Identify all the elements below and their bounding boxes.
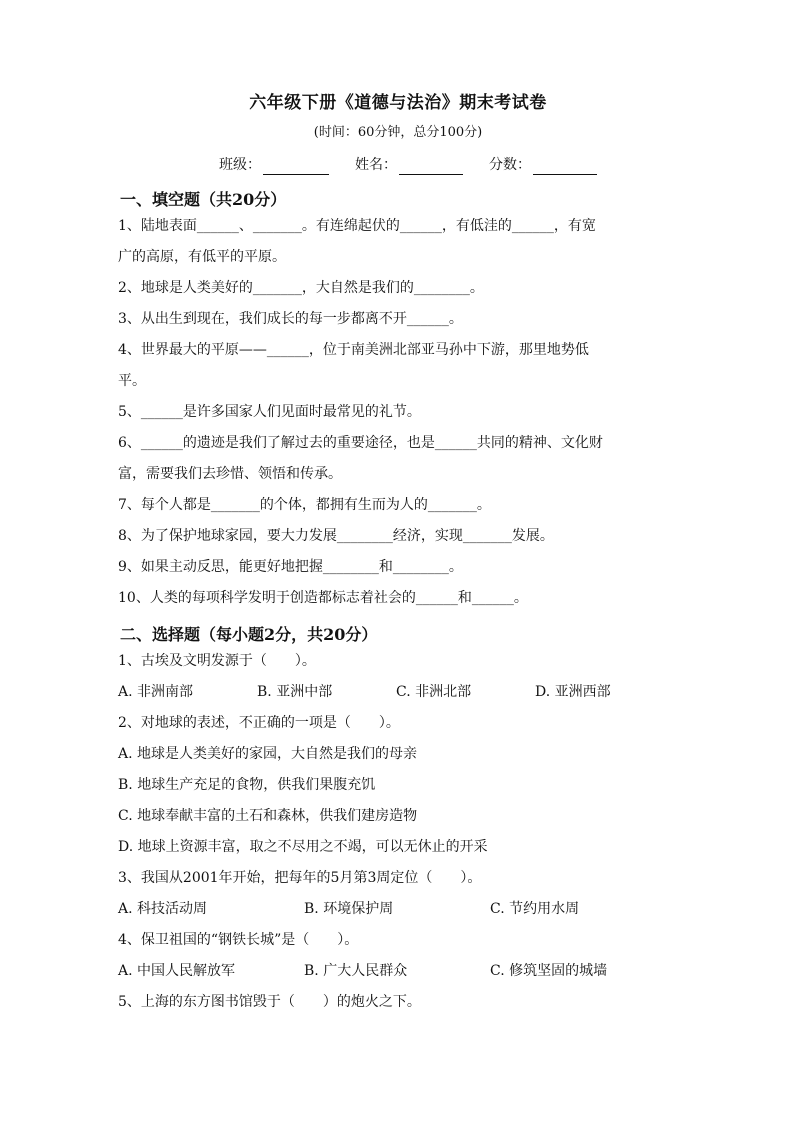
exam-paper: [118, 92, 678, 1018]
option-d[interactable]: D. 亚洲西部: [535, 684, 611, 700]
option-c[interactable]: C. 节约用水周: [490, 901, 580, 917]
score-field: [489, 155, 597, 175]
class-field: [219, 155, 329, 175]
option-c[interactable]: C. 地球奉献丰富的土石和森林，供我们建房造物: [118, 808, 418, 824]
option-a[interactable]: A. 非洲南部: [118, 684, 194, 700]
student-info-row: [118, 155, 678, 175]
choice-question-2: 2、对地球的表述，不正确的一项是（ ）。: [118, 715, 400, 731]
choice-question-1-options: [118, 677, 678, 708]
option-a[interactable]: A. 科技活动周: [118, 901, 208, 917]
fill-in-question-10: 10、人类的每项科学发明于创造都标志着社会的______和______。: [118, 590, 528, 606]
fill-in-question-4: 4、世界最大的平原——______，位于南美洲北部亚马孙中下游，那里地势低: [118, 342, 589, 358]
fill-in-question-1-cont: 广的高原，有低平的平原。: [118, 249, 286, 265]
fill-in-question-2: 2、地球是人类美好的_______，大自然是我们的________。: [118, 280, 484, 296]
choice-question-5: 5、上海的东方图书馆毁于（ ）的炮火之下。: [118, 994, 421, 1010]
choice-question-3-options: [118, 894, 678, 925]
choice-question-4-options: [118, 956, 678, 987]
fill-in-question-7: 7、每个人都是_______的个体，都拥有生而为人的_______。: [118, 497, 491, 513]
fill-in-question-6-cont: 富，需要我们去珍惜、领悟和传承。: [118, 466, 342, 482]
section-fill-in-title: 一、填空题（共20分）: [120, 190, 287, 209]
option-c[interactable]: C. 非洲北部: [396, 684, 472, 700]
option-d[interactable]: D. 地球上资源丰富，取之不尽用之不竭，可以无休止的开采: [118, 839, 488, 855]
fill-in-question-6: 6、______的遗迹是我们了解过去的重要途径，也是______共同的精神、文化财: [118, 435, 603, 451]
class-label: 班级：: [219, 157, 261, 173]
option-b[interactable]: B. 亚洲中部: [257, 684, 333, 700]
score-blank[interactable]: [533, 160, 597, 175]
fill-in-question-1: 1、陆地表面______、_______。有连绵起伏的______，有低洼的______，有宽: [118, 218, 596, 234]
choice-question-4: 4、保卫祖国的“钢铁长城”是（ ）。: [118, 932, 359, 948]
name-blank[interactable]: [399, 160, 463, 175]
score-label: 分数：: [489, 157, 531, 173]
option-b[interactable]: B. 环境保护周: [304, 901, 394, 917]
section-choice-title: 二、选择题（每小题2分，共20分）: [120, 625, 378, 644]
fill-in-questions: [118, 211, 678, 614]
option-b[interactable]: B. 地球生产充足的食物，供我们果腹充饥: [118, 777, 376, 793]
name-label: 姓名：: [355, 157, 397, 173]
fill-in-question-4-cont: 平。: [118, 373, 146, 389]
option-b[interactable]: B. 广大人民群众: [304, 963, 408, 979]
fill-in-question-5: 5、______是许多国家人们见面时最常见的礼节。: [118, 404, 421, 420]
option-c[interactable]: C. 修筑坚固的城墙: [490, 963, 608, 979]
fill-in-question-8: 8、为了保护地球家园，要大力发展________经济，实现_______发展。: [118, 528, 554, 544]
choice-questions: [118, 646, 678, 1018]
fill-in-question-9: 9、如果主动反思，能更好地把握________和________。: [118, 559, 463, 575]
class-blank[interactable]: [263, 160, 329, 175]
choice-question-1: 1、古埃及文明发源于（ ）。: [118, 653, 316, 669]
exam-title: 六年级下册《道德与法治》期末考试卷: [249, 93, 547, 113]
option-a[interactable]: A. 地球是人类美好的家园，大自然是我们的母亲: [118, 746, 418, 762]
name-field: [355, 155, 463, 175]
choice-question-3: 3、我国从2001年开始，把每年的5月第3周定位（ ）。: [118, 870, 482, 886]
option-a[interactable]: A. 中国人民解放军: [118, 963, 236, 979]
fill-in-question-3: 3、从出生到现在，我们成长的每一步都离不开______。: [118, 311, 463, 327]
exam-time-info: (时间：60分钟，总分100分): [313, 125, 483, 140]
